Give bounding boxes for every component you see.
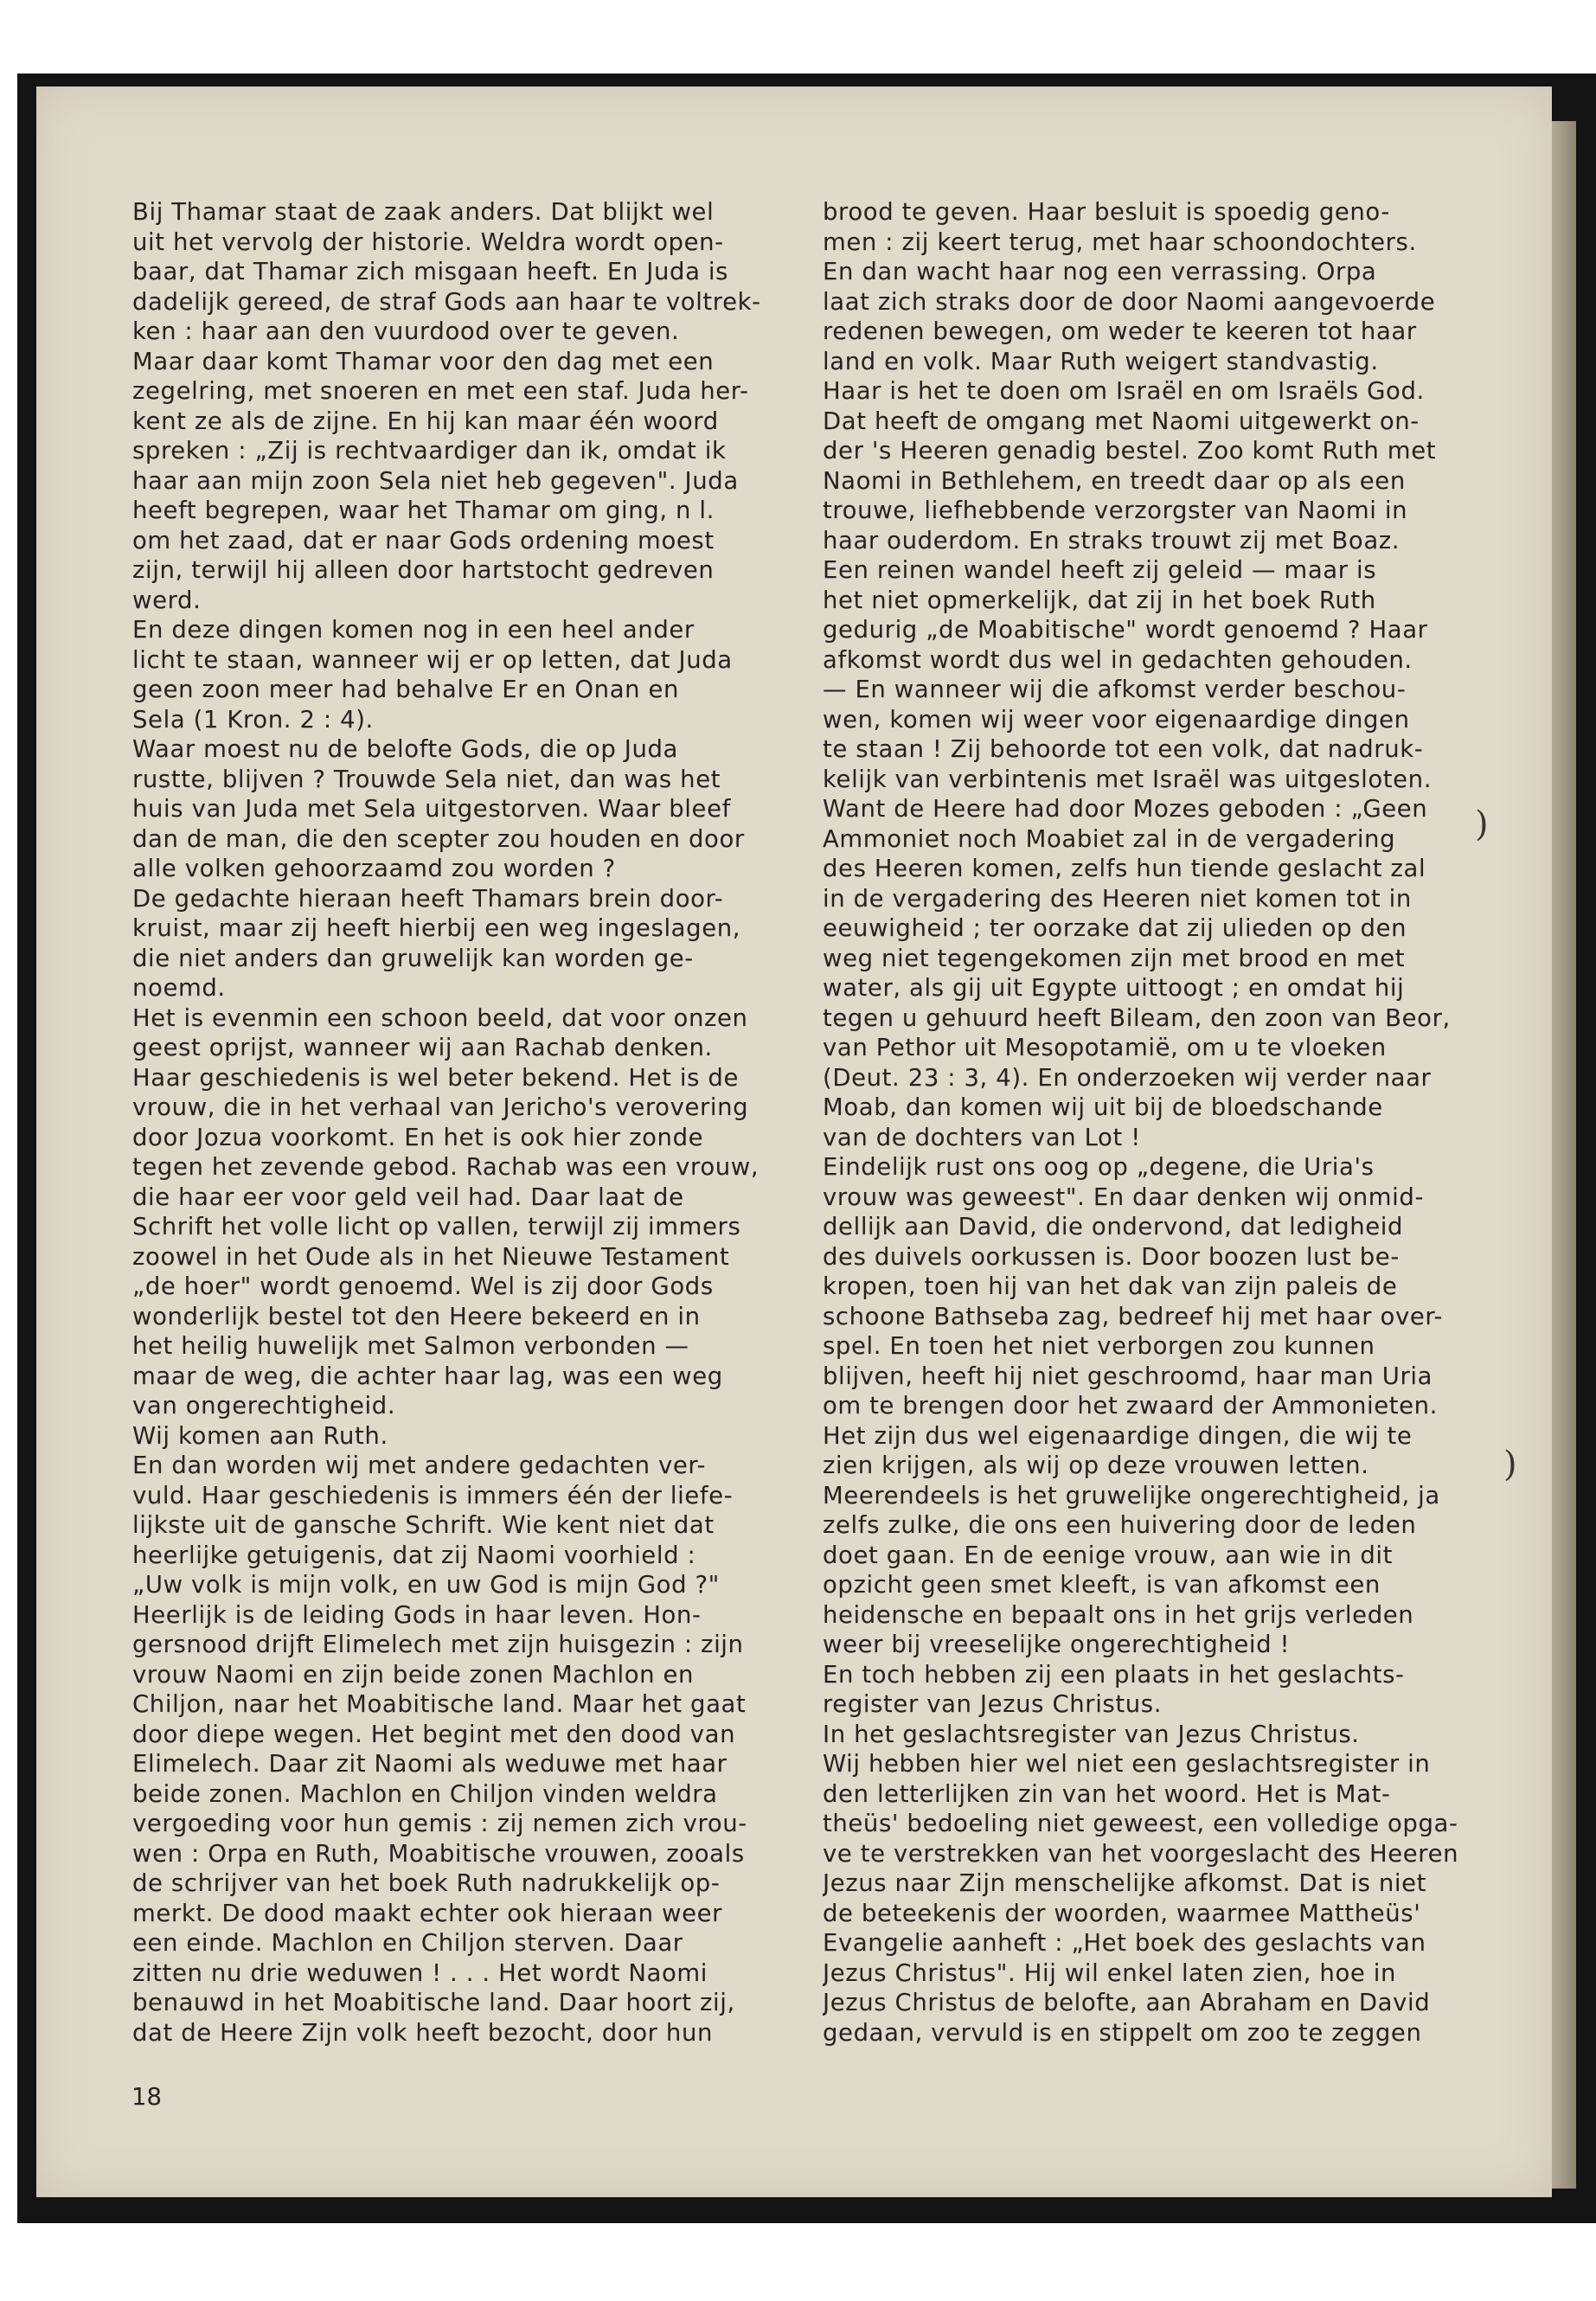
text-line: vuld. Haar geschiedenis is immers één der liefe-: [132, 1481, 734, 1509]
text-line: ken : haar aan den vuurdood over te geven.: [132, 317, 680, 345]
text-line: spreken : „Zij is rechtvaardiger dan ik, omdat ik: [132, 437, 727, 465]
margin-mark: ): [1503, 1445, 1517, 1484]
text-line: rustte, blijven ? Trouwde Sela niet, dan was het: [132, 765, 721, 793]
text-line: kruist, maar zij heeft hierbij een weg ingeslagen,: [132, 914, 741, 942]
page-number: 18: [131, 2083, 162, 2111]
text-line: der 's Heeren genadig bestel. Zoo komt Ruth met: [823, 437, 1437, 465]
text-line: de schrijver van het boek Ruth nadrukkelijk op-: [132, 1869, 721, 1897]
text-line: — En wanneer wij die afkomst verder beschou-: [823, 676, 1407, 703]
text-line: zitten nu drie weduwen ! . . . Het wordt Naomi: [132, 1958, 708, 1987]
text-line: spel. En toen het niet verborgen zou kunnen: [823, 1332, 1375, 1360]
text-line: huis van Juda met Sela uitgestorven. Waar bleef: [132, 795, 731, 823]
text-line: men : zij keert terug, met haar schoondochters.: [823, 228, 1417, 256]
text-line: Moab, dan komen wij uit bij de bloedschande: [823, 1093, 1383, 1121]
text-line: vrouw was geweest". En daar denken wij onmid-: [823, 1183, 1424, 1211]
text-line: kropen, toen hij van het dak van zijn paleis de: [823, 1272, 1398, 1300]
text-line: gersnood drijft Elimelech met zijn huisgezin : zijn: [132, 1631, 744, 1658]
text-line: Schrift het volle licht op vallen, terwijl zij immers: [132, 1213, 741, 1240]
text-line: geen zoon meer had behalve Er en Onan en: [132, 676, 680, 703]
text-line: dadelijk gereed, de straf Gods aan haar te voltrek-: [132, 287, 761, 316]
text-line: Elimelech. Daar zit Naomi als weduwe met haar: [132, 1750, 727, 1778]
text-line: Want de Heere had door Mozes geboden : „Geen: [823, 795, 1428, 823]
text-line: maar de weg, die achter haar lag, was een weg: [132, 1362, 723, 1390]
text-line: gedaan, vervuld is en stippelt om zoo te zeggen: [823, 2018, 1422, 2047]
text-line: Jezus Christus de belofte, aan Abraham en David: [823, 1989, 1431, 2016]
text-line: Haar is het te doen om Israël en om Israëls God.: [823, 377, 1425, 405]
text-line: doet gaan. En de eenige vrouw, aan wie in dit: [823, 1541, 1394, 1569]
text-line: een einde. Machlon en Chiljon sterven. Daar: [132, 1929, 683, 1957]
text-line: schoone Bathseba zag, bedreef hij met haar over-: [823, 1302, 1444, 1330]
text-line: eeuwigheid ; ter oorzake dat zij ulieden op den: [823, 914, 1407, 942]
text-line: alle volken gehoorzaamd zou worden ?: [132, 855, 616, 882]
text-line: geest oprijst, wanneer wij aan Rachab denken.: [132, 1034, 713, 1061]
text-line: „Uw volk is mijn volk, en uw God is mijn God ?": [132, 1571, 720, 1599]
text-line: kelijk van verbintenis met Israël was uitgesloten.: [823, 765, 1433, 793]
text-line: haar ouderdom. En straks trouwt zij met Boaz.: [823, 526, 1401, 554]
text-line: Evangelie aanheft : „Het boek des geslachts van: [823, 1929, 1426, 1957]
text-line: wen, komen wij weer voor eigenaardige dingen: [823, 705, 1410, 734]
text-line: van ongerechtigheid.: [132, 1392, 396, 1420]
text-line: En dan wacht haar nog een verrassing. Orpa: [823, 258, 1377, 285]
text-line: weer bij vreeselijke ongerechtigheid !: [823, 1631, 1291, 1658]
margin-mark: ): [1475, 804, 1489, 844]
text-line: trouwe, liefhebbende verzorgster van Naomi in: [823, 497, 1408, 524]
text-line: des duivels oorkussen is. Door boozen lust be-: [823, 1242, 1400, 1271]
text-line: haar aan mijn zoon Sela niet heb gegeven". Juda: [132, 466, 739, 495]
text-line: afkomst wordt dus wel in gedachten gehouden.: [823, 645, 1413, 674]
text-line: land en volk. Maar Ruth weigert standvastig.: [823, 347, 1379, 375]
text-line: door Jozua voorkomt. En het is ook hier zonde: [132, 1123, 704, 1151]
text-line: gedurig „de Moabitische" wordt genoemd ? Haar: [823, 616, 1428, 644]
text-line: En toch hebben zij een plaats in het geslachts-: [823, 1660, 1405, 1689]
text-line: En dan worden wij met andere gedachten ver-: [132, 1452, 707, 1479]
text-line: om te brengen door het zwaard der Ammonieten.: [823, 1392, 1439, 1420]
text-line: zoowel in het Oude als in het Nieuwe Testament: [132, 1242, 730, 1271]
text-line: die haar eer voor geld veil had. Daar laat de: [132, 1183, 684, 1211]
left-column: [132, 197, 790, 2048]
text-line: brood te geven. Haar besluit is spoedig geno-: [823, 198, 1390, 226]
text-line: heeft begrepen, waar het Thamar om ging, n l.: [132, 497, 715, 524]
text-line: baar, dat Thamar zich misgaan heeft. En Juda is: [132, 258, 729, 285]
text-line: Waar moest nu de belofte Gods, die op Juda: [132, 735, 678, 763]
text-line: ve te verstrekken van het voorgeslacht des Heeren: [823, 1839, 1459, 1868]
text-line: Meerendeels is het gruwelijke ongerechtigheid, ja: [823, 1481, 1440, 1509]
text-line: opzicht geen smet kleeft, is van afkomst een: [823, 1571, 1381, 1599]
text-line: water, als gij uit Egypte uittoogt ; en omdat hij: [823, 974, 1405, 1002]
text-line: des Heeren komen, zelfs hun tiende geslacht zal: [823, 855, 1426, 882]
text-line: tegen het zevende gebod. Rachab was een vrouw,: [132, 1153, 760, 1181]
text-line: Heerlijk is de leiding Gods in haar leven. Hon-: [132, 1600, 702, 1629]
text-line: Haar geschiedenis is wel beter bekend. Het is de: [132, 1063, 739, 1092]
text-line: vrouw Naomi en zijn beide zonen Machlon en: [132, 1660, 695, 1689]
text-line: Wij hebben hier wel niet een geslachtsregister in: [823, 1750, 1431, 1778]
text-line: heerlijke getuigenis, dat zij Naomi voorhield :: [132, 1541, 696, 1569]
text-line: dan de man, die den scepter zou houden en door: [132, 824, 745, 853]
text-line: Wij komen aan Ruth.: [132, 1421, 388, 1450]
text-line: kent ze als de zijne. En hij kan maar één woord: [132, 407, 719, 435]
text-line: werd.: [132, 586, 202, 614]
text-line: in de vergadering des Heeren niet komen tot in: [823, 884, 1412, 913]
text-line: vergoeding voor hun gemis : zij nemen zich vrou-: [132, 1810, 747, 1837]
text-line: van de dochters van Lot !: [823, 1123, 1141, 1151]
text-line: In het geslachtsregister van Jezus Christus.: [823, 1720, 1360, 1748]
text-line: Een reinen wandel heeft zij geleid — maar is: [823, 556, 1377, 584]
text-line: licht te staan, wanneer wij er op letten, dat Juda: [132, 645, 733, 674]
text-line: het heilig huwelijk met Salmon verbonden —: [132, 1332, 689, 1360]
text-line: theüs' bedoeling niet geweest, een volledige opga-: [823, 1810, 1458, 1837]
text-line: door diepe wegen. Het begint met den dood van: [132, 1720, 736, 1748]
text-line: dellijk aan David, die ondervond, dat ledigheid: [823, 1213, 1404, 1240]
text-line: „de hoer" wordt genoemd. Wel is zij door Gods: [132, 1272, 714, 1300]
text-line: lijkste uit de gansche Schrift. Wie kent niet dat: [132, 1511, 715, 1539]
text-line: noemd.: [132, 974, 226, 1002]
text-line: die niet anders dan gruwelijk kan worden ge-: [132, 944, 694, 972]
text-line: Eindelijk rust ons oog op „degene, die Uria's: [823, 1153, 1375, 1181]
text-line: Chiljon, naar het Moabitische land. Maar het gaat: [132, 1690, 747, 1718]
text-line: dat de Heere Zijn volk heeft bezocht, door hun: [132, 2018, 714, 2047]
text-line: om het zaad, dat er naar Gods ordening moest: [132, 526, 715, 554]
text-line: te staan ! Zij behoorde tot een volk, dat nadruk-: [823, 735, 1424, 763]
text-line: Ammoniet noch Moabiet zal in de vergadering: [823, 824, 1396, 853]
text-line: Sela (1 Kron. 2 : 4).: [132, 705, 374, 734]
text-line: register van Jezus Christus.: [823, 1690, 1163, 1718]
text-line: uit het vervolg der historie. Weldra wordt open-: [132, 228, 724, 256]
text-line: de beteekenis der woorden, waarmee Mattheüs': [823, 1899, 1421, 1927]
text-line: (Deut. 23 : 3, 4). En onderzoeken wij verder naar: [823, 1063, 1432, 1092]
text-line: En deze dingen komen nog in een heel ander: [132, 616, 695, 644]
text-line: Jezus naar Zijn menschelijke afkomst. Dat is niet: [823, 1869, 1427, 1897]
text-line: Naomi in Bethlehem, en treedt daar op als een: [823, 466, 1406, 495]
text-line: den letterlijken zin van het woord. Het is Mat-: [823, 1779, 1391, 1808]
text-line: blijven, heeft hij niet geschroomd, haar man Uria: [823, 1362, 1433, 1390]
text-line: De gedachte hieraan heeft Thamars brein door-: [132, 884, 724, 913]
text-line: weg niet tegengekomen zijn met brood en met: [823, 944, 1406, 972]
text-line: tegen u gehuurd heeft Bileam, den zoon van Beor,: [823, 1003, 1451, 1032]
text-line: zien krijgen, als wij op deze vrouwen letten.: [823, 1452, 1369, 1479]
text-line: laat zich straks door de door Naomi aangevoerde: [823, 287, 1436, 316]
text-line: Het is evenmin een schoon beeld, dat voor onzen: [132, 1003, 748, 1032]
text-line: vrouw, die in het verhaal van Jericho's verovering: [132, 1093, 749, 1121]
text-line: Bij Thamar staat de zaak anders. Dat blijkt wel: [132, 198, 715, 226]
text-line: wen : Orpa en Ruth, Moabitische vrouwen, zooals: [132, 1839, 745, 1868]
text-line: benauwd in het Moabitische land. Daar hoort zij,: [132, 1989, 735, 2016]
text-line: van Pethor uit Mesopotamië, om u te vloeken: [823, 1034, 1387, 1061]
text-line: zijn, terwijl hij alleen door hartstocht gedreven: [132, 556, 715, 584]
text-line: Maar daar komt Thamar voor den dag met een: [132, 347, 715, 375]
text-line: het niet opmerkelijk, dat zij in het boek Ruth: [823, 586, 1376, 614]
text-line: merkt. De dood maakt echter ook hieraan weer: [132, 1899, 723, 1927]
text-line: zelfs zulke, die ons een huivering door de leden: [823, 1511, 1417, 1539]
text-line: wonderlijk bestel tot den Heere bekeerd en in: [132, 1302, 701, 1330]
text-line: Dat heeft de omgang met Naomi uitgewerkt on-: [823, 407, 1420, 435]
right-column: [823, 197, 1489, 2048]
text-line: heidensche en bepaalt ons in het grijs verleden: [823, 1600, 1414, 1629]
text-line: beide zonen. Machlon en Chiljon vinden weldra: [132, 1779, 718, 1808]
text-line: zegelring, met snoeren en met een staf. Juda her-: [132, 377, 749, 405]
text-line: Jezus Christus". Hij wil enkel laten zien, hoe in: [823, 1958, 1397, 1987]
text-line: Het zijn dus wel eigenaardige dingen, die wij te: [823, 1421, 1413, 1450]
text-line: redenen bewegen, om weder te keeren tot haar: [823, 317, 1417, 345]
